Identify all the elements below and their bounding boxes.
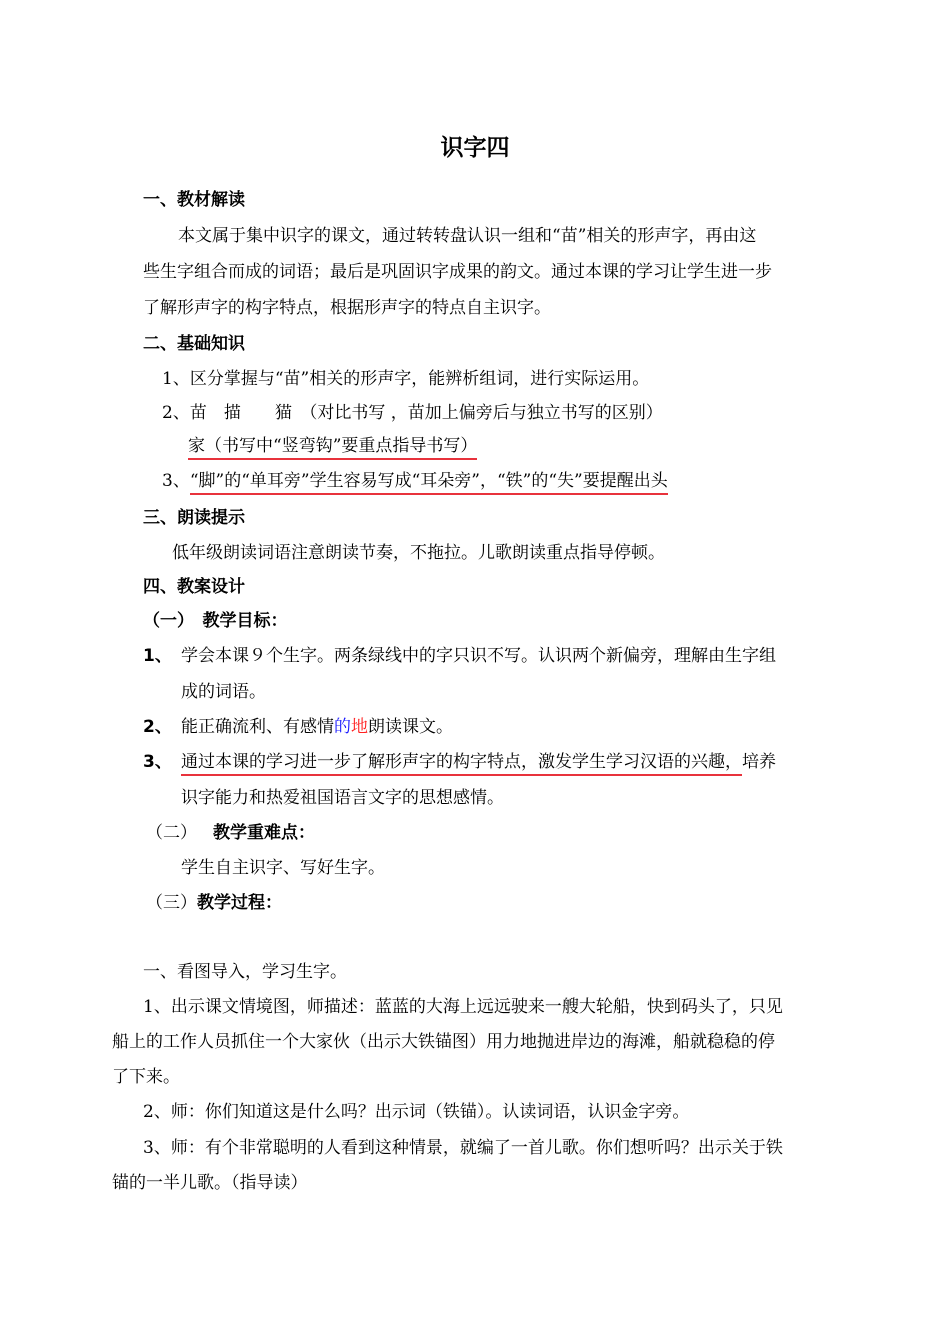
goal-text-cont: 成的词语。 — [181, 682, 266, 702]
paragraph-line: 2、师：你们知道这是什么吗？出示词（铁锚）。认读词语，认识金字旁。 — [143, 1102, 690, 1122]
goal-text-cont: 识字能力和热爱祖国语言文字的思想感情。 — [181, 788, 504, 808]
goal-text: 培养 — [742, 752, 776, 772]
list-item: 2、苗 描 猫 （对比书写 ，苗加上偏旁后与独立书写的区别） — [162, 403, 663, 423]
paragraph-line: 船上的工作人员抓住一个大家伙（出示大铁锚图）用力地抛进岸边的海滩，船就稳稳的停 — [112, 1032, 775, 1052]
paragraph-line: 了下来。 — [112, 1067, 180, 1087]
paragraph-line: 学生自主识字、写好生字。 — [181, 858, 385, 878]
goal-item — [143, 715, 453, 739]
section-heading-2: 二、基础知识 — [143, 334, 245, 354]
underlined-text: 家（书写中“竖弯钩”要重点指导书写） — [188, 436, 477, 460]
paragraph-line: 些生字组合而成的词语；最后是巩固识字成果的韵文。通过本课的学习让学生进一步 — [143, 262, 772, 282]
paragraph-line: 了解形声字的构字特点，根据形声字的特点自主识字。 — [143, 298, 551, 318]
list-item-sub — [188, 434, 477, 458]
goal-text: 学会本课９个生字。两条绿线中的字只识不写。认识两个新偏旁，理解由生字组 — [181, 646, 776, 666]
paragraph-line: 锚的一半儿歌。（指导读） — [112, 1173, 308, 1193]
blue-char: 的 — [334, 717, 351, 737]
subheading-text: 教学过程： — [197, 893, 282, 913]
section-heading-1: 一、教材解读 — [143, 190, 245, 210]
paragraph-line: 3、师：有个非常聪明的人看到这种情景，就编了一首儿歌。你们想听吗？出示关于铁 — [143, 1138, 783, 1158]
list-item: 1、区分掌握与“苗”相关的形声字，能辨析组词，进行实际运用。 — [162, 369, 650, 389]
list-item — [162, 469, 668, 493]
subheading: （一） 教学目标： — [143, 611, 288, 631]
paragraph-line: 低年级朗读词语注意朗读节奏，不拖拉。儿歌朗读重点指导停顿。 — [172, 543, 665, 563]
goal-item — [143, 750, 776, 774]
goal-text: 能正确流利、有感情 — [181, 717, 334, 737]
subheading — [146, 821, 315, 845]
goal-item — [143, 644, 776, 668]
paragraph-line: 本文属于集中识字的课文，通过转转盘认识一组和“苗”相关的形声字，再由这 — [178, 226, 757, 246]
section-heading-4: 四、教案设计 — [143, 577, 245, 597]
paragraph-line: 一、看图导入，学习生字。 — [143, 962, 347, 982]
subheading-number: （二） — [146, 823, 197, 843]
subheading-number: （三） — [146, 893, 197, 913]
underlined-text: “脚”的“单耳旁”学生容易写成“耳朵旁”，“铁”的“失”要提醒出头 — [190, 471, 668, 495]
page-title: 识字四 — [440, 135, 510, 161]
goal-number: 2、 — [143, 717, 172, 737]
goal-text: 朗读课文。 — [368, 717, 453, 737]
goal-number: 3、 — [143, 752, 172, 772]
paragraph-line: 1、出示课文情境图，师描述：蓝蓝的大海上远远驶来一艘大轮船，快到码头了，只见 — [143, 997, 783, 1017]
subheading — [146, 891, 282, 915]
subheading-text: 教学重难点： — [213, 823, 315, 843]
section-heading-3: 三、朗读提示 — [143, 508, 245, 528]
list-number: 3、 — [162, 471, 190, 491]
goal-number: 1、 — [143, 646, 172, 666]
red-char: 地 — [351, 717, 368, 737]
underlined-text: 通过本课的学习进一步了解形声字的构字特点，激发学生学习汉语的兴趣， — [181, 752, 742, 776]
